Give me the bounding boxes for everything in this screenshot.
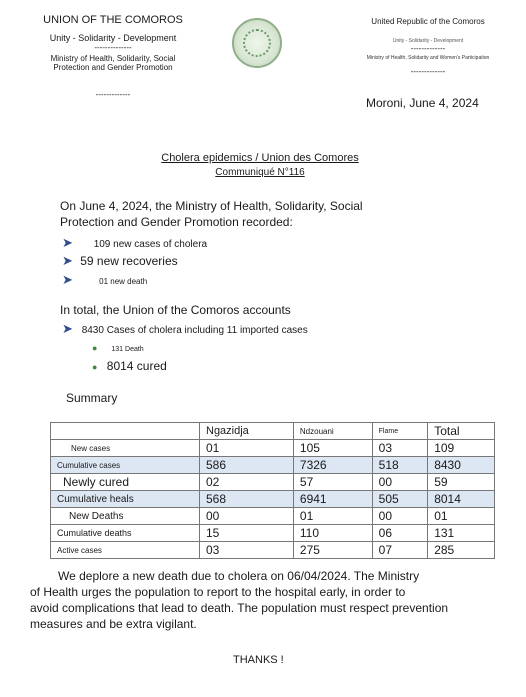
table-cell: 02 [200,474,294,491]
table-cell: 110 [293,525,372,542]
table-cell: 285 [428,542,495,559]
dot-bullet-icon: ● [92,343,98,353]
list-item-text: 131 Death [111,346,144,353]
title-line: Cholera epidemics / Union des Comores [161,152,359,164]
list-item-text: 8014 cured [106,359,167,373]
sub-list-item [92,359,167,373]
table-cell: 7326 [293,457,372,474]
national-seal-icon [232,18,282,68]
country-title-fr: United Republic of the Comoros [371,17,485,26]
column-header: Total [428,423,495,440]
table-cell: 01 [293,508,372,525]
daily-list-item [62,272,147,288]
arrow-bullet-icon: ➤ [62,253,73,268]
table-cell: 01 [428,508,495,525]
table-cell: 00 [372,474,428,491]
table-cell: 00 [372,508,428,525]
communique-title [110,152,410,178]
table-row [51,474,495,491]
arrow-bullet-icon: ➤ [62,235,73,250]
column-header: Ngazidja [200,423,294,440]
table-row [51,491,495,508]
arrow-bullet-icon: ➤ [62,272,73,287]
row-label: Newly cured [51,474,200,491]
divider: ------------- [95,90,131,99]
ministry-name: Ministry of Health, Solidarity, Social [50,54,176,63]
table-cell: 57 [293,474,372,491]
table-cell: 518 [372,457,428,474]
table-row [51,508,495,525]
table-cell: 8430 [428,457,495,474]
table-row [51,525,495,542]
table-cell: 07 [372,542,428,559]
document-date: Moroni, June 4, 2024 [366,96,479,110]
motto: Unity - Solidarity - Development [49,33,177,43]
table-cell: 505 [372,491,428,508]
intro-line: On June 4, 2024, the Ministry of Health, Solidarity, Social [60,199,363,213]
ministry-name-2: Protection and Gender Promotion [53,63,173,72]
column-header [51,423,200,440]
row-label: New cases [51,440,200,457]
column-header: Flame [372,423,428,440]
table-row [51,440,495,457]
thanks-text: THANKS ! [233,654,284,666]
closing-line: of Health urges the population to report to the hospital early, in order to [30,585,406,599]
daily-list-item [62,253,178,269]
column-header: Ndzouani [293,423,372,440]
row-label: Cumulative heals [51,491,200,508]
communique-number: Communiqué N°116 [215,167,305,178]
summary-heading: Summary [66,391,118,405]
header-right [340,17,516,76]
table-cell: 6941 [293,491,372,508]
daily-list-item [62,235,207,251]
list-item-text: 01 new death [99,277,148,286]
list-item-text: 109 new cases of cholera [93,239,208,250]
country-title: UNION OF THE COMOROS [43,14,183,26]
ministry-name-fr: Ministry of Health, Solidarity and Women's Participation [366,55,490,61]
dot-bullet-icon: ● [92,362,98,372]
closing-paragraph [30,568,510,632]
total-list-item [62,321,308,337]
table-cell: 109 [428,440,495,457]
header-left [14,14,212,99]
divider: ------------- [410,44,446,53]
table-cell: 15 [200,525,294,542]
row-label: Cumulative deaths [51,525,200,542]
intro-line: Protection and Gender Promotion recorded: [60,215,293,229]
closing-line: We deplore a new death due to cholera on 06/04/2024. The Ministry [58,569,420,583]
intro-paragraph [60,198,363,230]
table-cell: 03 [372,440,428,457]
table-row [51,457,495,474]
table-cell: 06 [372,525,428,542]
table-cell: 59 [428,474,495,491]
arrow-bullet-icon: ➤ [62,321,73,336]
table-cell: 01 [200,440,294,457]
list-item-text: 59 new recoveries [80,254,178,268]
divider: -------------- [94,43,132,52]
table-cell: 568 [200,491,294,508]
motto-fr: Unity - Solidarity - Development [392,38,464,44]
table-cell: 105 [293,440,372,457]
table-row [51,542,495,559]
table-cell: 586 [200,457,294,474]
sub-list-item [92,343,144,353]
row-label: New Deaths [51,508,200,525]
divider: ------------- [410,67,446,76]
total-intro: In total, the Union of the Comoros accounts [60,303,291,317]
row-label: Cumulative cases [51,457,200,474]
table-cell: 00 [200,508,294,525]
table-cell: 131 [428,525,495,542]
closing-line: measures and be extra vigilant. [30,617,197,631]
row-label: Active cases [51,542,200,559]
table-header-row [51,423,495,440]
list-item-text: 8430 Cases of cholera including 11 imported cases [81,325,308,336]
table-cell: 8014 [428,491,495,508]
closing-line: avoid complications that lead to death. The population must respect prevention [30,601,449,615]
summary-table [50,422,495,559]
table-cell: 03 [200,542,294,559]
table-cell: 275 [293,542,372,559]
